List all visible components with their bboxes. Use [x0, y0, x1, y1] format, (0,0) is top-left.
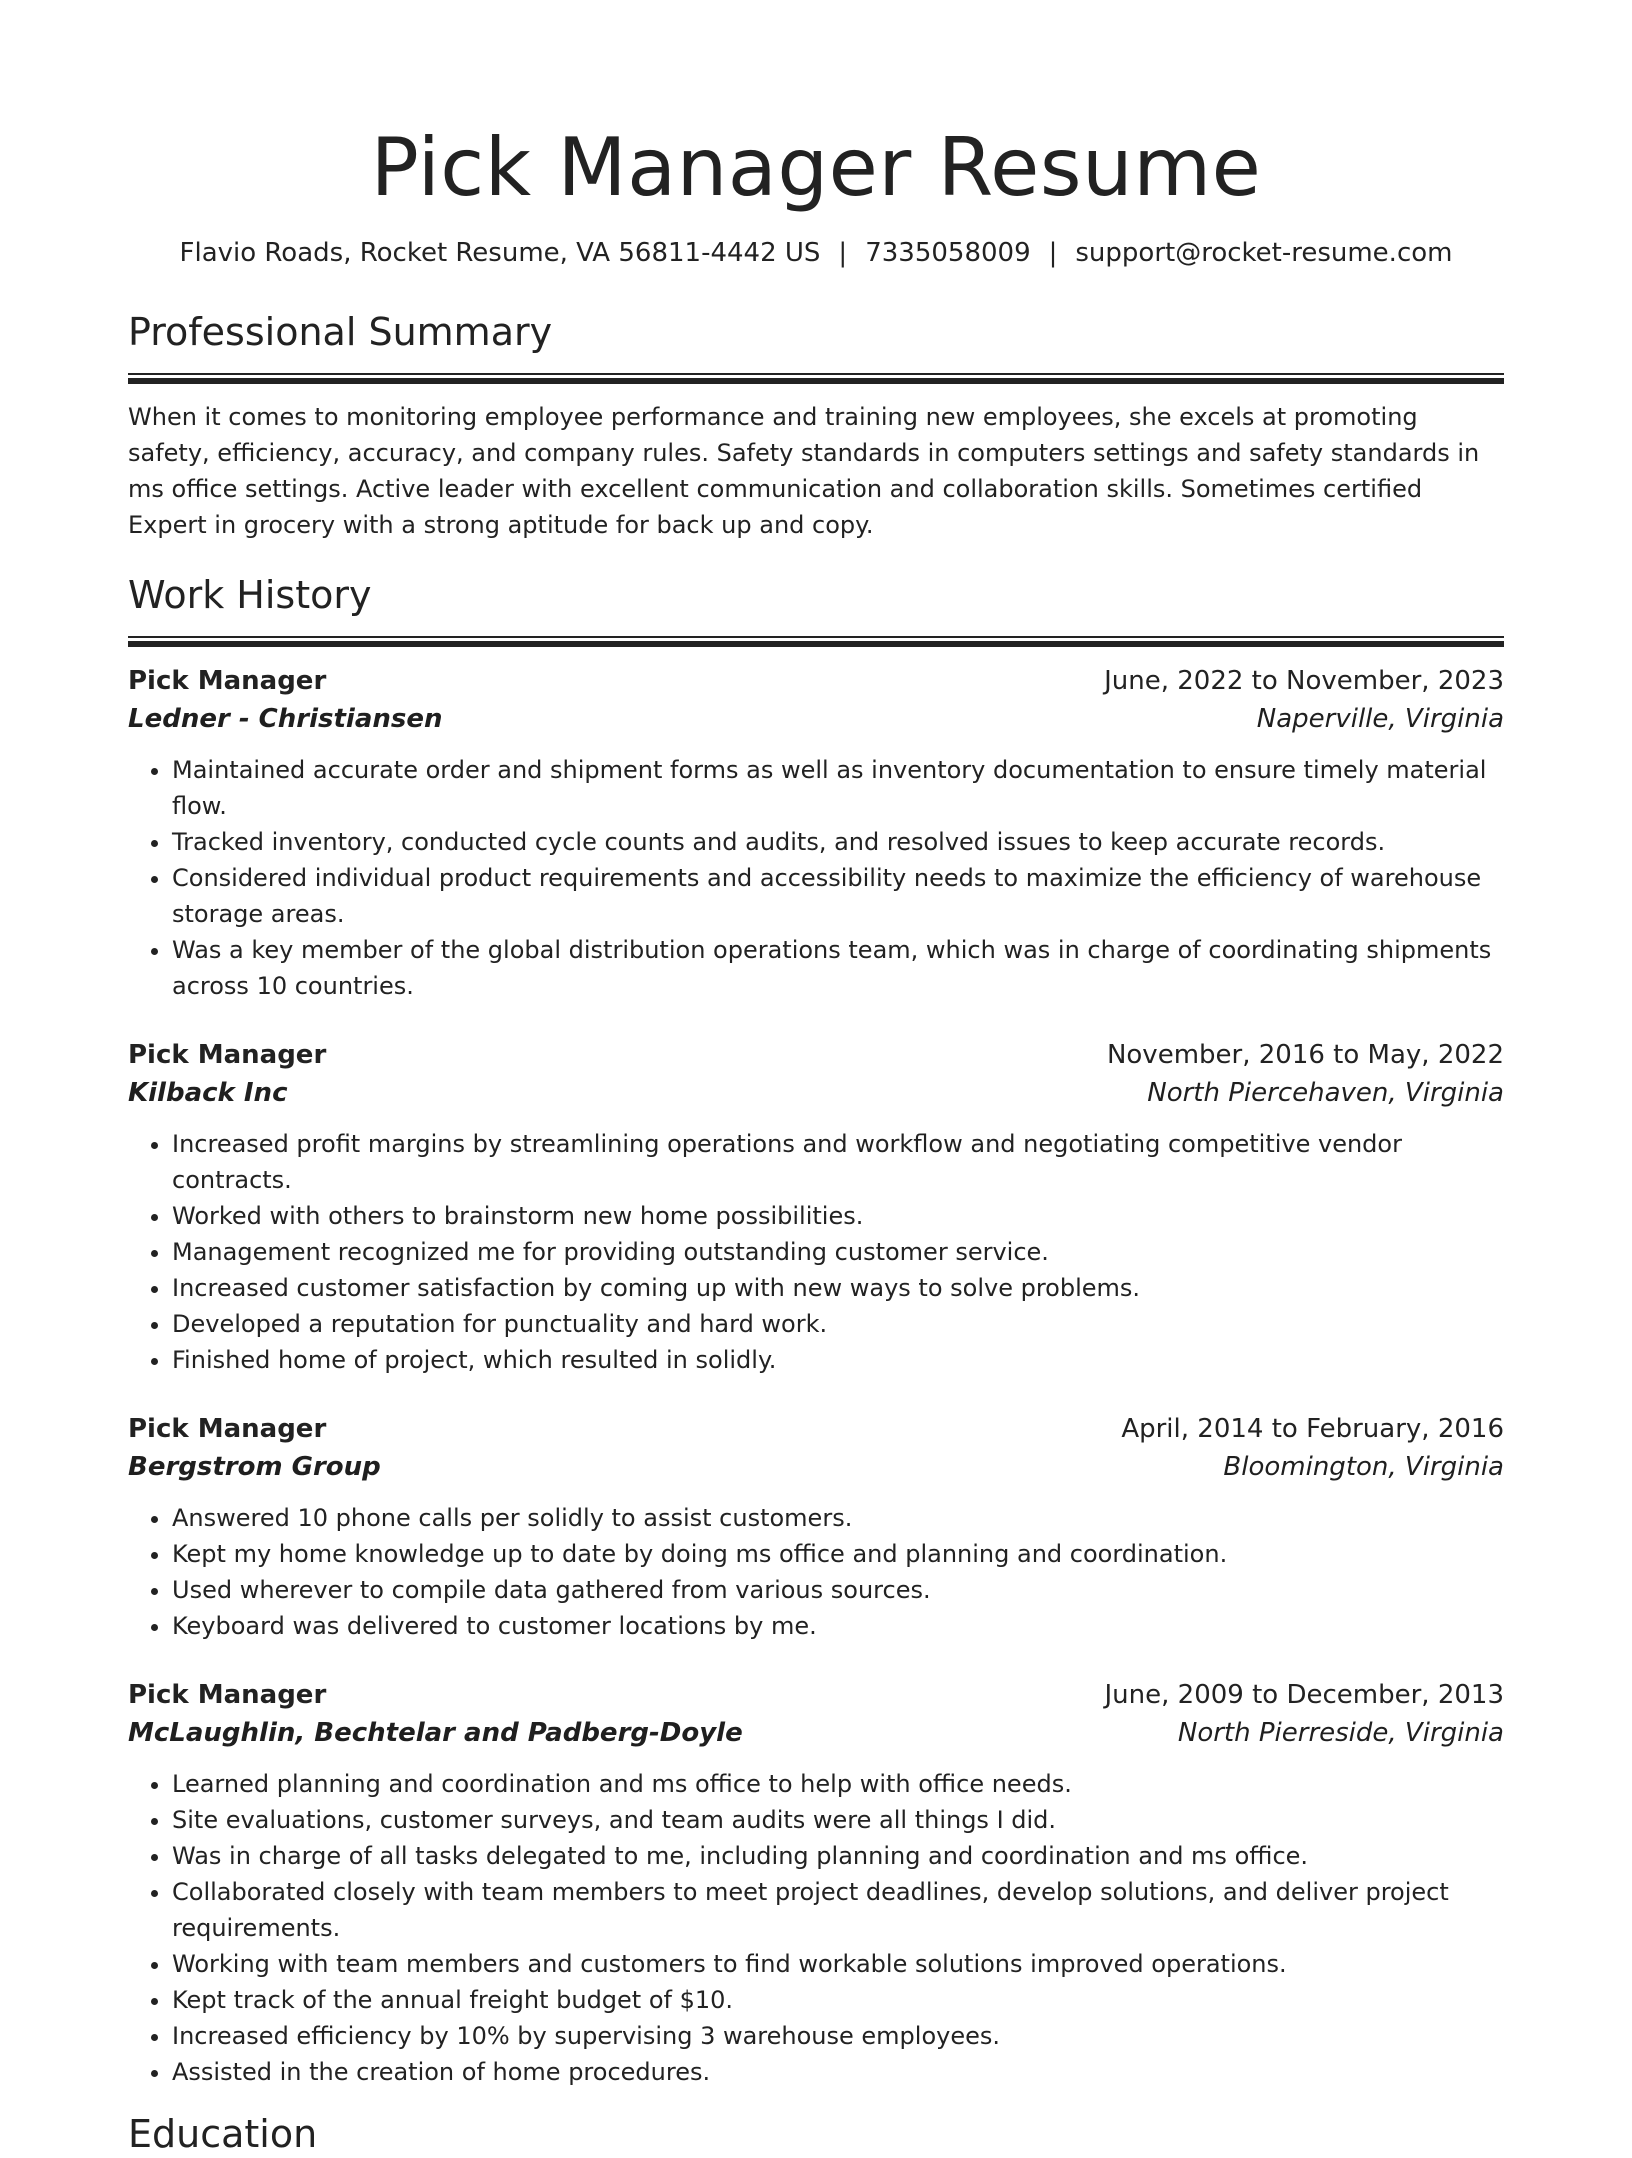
list-item: • Kept my home knowledge up to date by doing ms office and planning and coordination. [172, 1536, 1504, 1572]
job-entry [128, 662, 1504, 1004]
list-item: • Assisted in the creation of home procedures. [172, 2054, 1504, 2090]
job-company: Bergstrom Group [128, 1452, 381, 1482]
contact-line [128, 236, 1504, 270]
job-entry [128, 1036, 1504, 1378]
job-location: Naperville, Virginia [1256, 704, 1504, 734]
list-item: • Finished home of project, which resulted in solidly. [172, 1342, 1504, 1378]
contact-address: Flavio Roads, Rocket Resume, VA 56811-4442 US [179, 238, 821, 268]
list-item: • Was in charge of all tasks delegated to me, including planning and coordination and ms office. [172, 1838, 1504, 1874]
list-item: • Kept track of the annual freight budget of $10. [172, 1982, 1504, 2018]
job-entry [128, 1410, 1504, 1644]
contact-separator: | [838, 238, 848, 268]
job-company: Ledner - Christiansen [128, 704, 443, 734]
list-item: • Working with team members and customers to find workable solutions improved operations. [172, 1946, 1504, 1982]
list-item: • Considered individual product requirements and accessibility needs to maximize the efficiency of warehouse storage areas. [172, 860, 1504, 932]
job-location: North Pierreside, Virginia [1177, 1718, 1504, 1748]
list-item: • Answered 10 phone calls per solidly to assist customers. [172, 1500, 1504, 1536]
job-bullets [128, 1126, 1504, 1378]
job-bullets [128, 1500, 1504, 1644]
work-history-heading: Work History [128, 573, 372, 617]
job-dates: June, 2022 to November, 2023 [1104, 666, 1504, 696]
list-item: • Used wherever to compile data gathered from various sources. [172, 1572, 1504, 1608]
job-title: Pick Manager [128, 1414, 327, 1444]
job-bullets [128, 752, 1504, 1004]
job-location: Bloomington, Virginia [1223, 1452, 1504, 1482]
job-dates: April, 2014 to February, 2016 [1121, 1414, 1504, 1444]
list-item: • Worked with others to brainstorm new home possibilities. [172, 1198, 1504, 1234]
list-item: • Increased profit margins by streamlining operations and workflow and negotiating competitive vendor contracts. [172, 1126, 1504, 1198]
job-entry [128, 1676, 1504, 2090]
section-divider [128, 373, 1504, 384]
list-item: • Maintained accurate order and shipment forms as well as inventory documentation to ensure timely material flow. [172, 752, 1504, 824]
list-item: • Keyboard was delivered to customer locations by me. [172, 1608, 1504, 1644]
list-item: • Increased customer satisfaction by coming up with new ways to solve problems. [172, 1270, 1504, 1306]
list-item: • Was a key member of the global distribution operations team, which was in charge of coordinating shipments across 10 countries. [172, 932, 1504, 1004]
list-item: • Learned planning and coordination and ms office to help with office needs. [172, 1766, 1504, 1802]
list-item: • Tracked inventory, conducted cycle counts and audits, and resolved issues to keep accurate records. [172, 824, 1504, 860]
work-history-section [128, 571, 1504, 2090]
job-title: Pick Manager [128, 666, 327, 696]
summary-heading: Professional Summary [128, 310, 553, 354]
contact-separator: | [1048, 238, 1058, 268]
job-bullets [128, 1766, 1504, 2090]
summary-text: When it comes to monitoring employee performance and training new employees, she excels at promoting safety, efficiency, accuracy, and company rules. Safety standards in computers settings and safety standards in ms office settings. Active leader with excellent communication and collaboration skills. Sometimes certified Expert in grocery with a strong aptitude for back up and copy. [128, 403, 1480, 539]
job-title: Pick Manager [128, 1040, 327, 1070]
list-item: • Collaborated closely with team members to meet project deadlines, develop solutions, and deliver project requirements. [172, 1874, 1504, 1946]
contact-email: support@rocket-resume.com [1075, 238, 1453, 268]
list-item: • Increased efficiency by 10% by supervising 3 warehouse employees. [172, 2018, 1504, 2054]
job-company: McLaughlin, Bechtelar and Padberg-Doyle [128, 1718, 743, 1748]
education-section [128, 2110, 1504, 2158]
summary-section [128, 308, 1504, 543]
resume-page [128, 0, 1504, 2158]
job-company: Kilback Inc [128, 1078, 288, 1108]
contact-phone: 7335058009 [865, 238, 1031, 268]
job-dates: June, 2009 to December, 2013 [1104, 1680, 1504, 1710]
list-item: • Developed a reputation for punctuality and hard work. [172, 1306, 1504, 1342]
job-location: North Piercehaven, Virginia [1147, 1078, 1504, 1108]
section-divider [128, 636, 1504, 647]
education-heading: Education [128, 2112, 318, 2156]
page-title: Pick Manager Resume [370, 121, 1262, 214]
job-title: Pick Manager [128, 1680, 327, 1710]
list-item: • Site evaluations, customer surveys, and team audits were all things I did. [172, 1802, 1504, 1838]
list-item: • Management recognized me for providing outstanding customer service. [172, 1234, 1504, 1270]
job-dates: November, 2016 to May, 2022 [1106, 1040, 1504, 1070]
